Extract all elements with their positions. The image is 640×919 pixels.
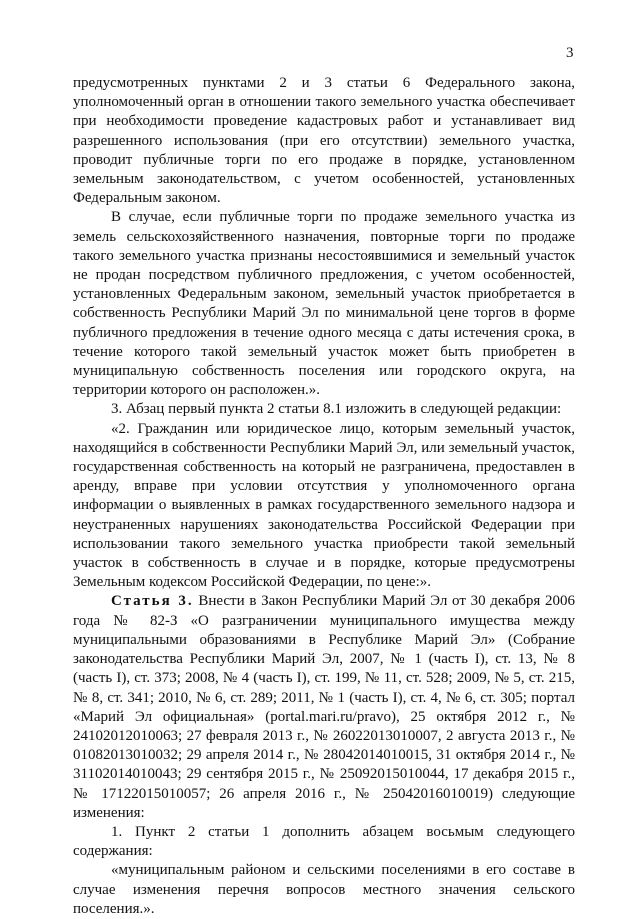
paragraph-amendment-3: 3. Абзац первый пункта 2 статьи 8.1 изложить в следующей редакции:	[111, 401, 562, 418]
paragraph-article-3	[73, 592, 575, 822]
paragraph-continuation: предусмотренных пунктами 2 и 3 статьи 6 Федерального закона, уполномоченный орган в отношении такого земельного участка обеспечивает при необходимости проведение кадастровых работ и устанавливает вид разрешенного использования (при его отсутствии) земельного участка, проводит публичные торги по его продаже в порядке, установленном земельным законодательством, с учетом особенностей, установленных Федеральным законом.	[73, 75, 575, 207]
page-number: 3	[566, 45, 574, 61]
article-3-text: Внести в Закон Республики Марий Эл от 30 декабря 2006 года № 82-З «О разграничении муниципального имущества между муниципальными образованиями в Республике Марий Эл» (Собрание законодательства Республики Марий Эл, 2007, № 1 (часть I), ст. 13, № 8 (часть I), ст. 373; 2008, № 4 (часть I), ст. 199, № 11, ст. 528; 2009, № 5, ст. 215, № 8, ст. 341; 2010, № 6, ст. 289; 2011, № 1 (часть I), ст. 4, № 6, ст. 305; портал «Марий Эл официальная» (portal.mari.ru/pravo), 25 октября 2012 г., № 24102012010063; 27 февраля 2013 г., № 26022013010007, 2 августа 2013 г., № 01082013010032; 29 апреля 2014 г., № 28042014010015, 31 октября 2014 г., № 31102014010043; 29 сентября 2015 г., № 25092015010044, 17 декабря 2015 г., № 17122015010057; 26 апреля 2016 г., № 25042016010019) следующие изменения:	[73, 593, 575, 821]
paragraph-item-1: 1. Пункт 2 статьи 1 дополнить абзацем восьмым следующего содержания:	[73, 823, 575, 860]
article-heading: Статья 3.	[111, 593, 194, 610]
document-body	[73, 74, 575, 919]
paragraph-public-auction: В случае, если публичные торги по продаже земельного участка из земель сельскохозяйственного назначения, повторные торги по продаже такого земельного участка признаны несостоявшимися и земельный участок не продан посредством публичного предложения, с учетом особенностей, установленных Федеральным законом, земельный участок приобретается в собственность Республики Марий Эл по минимальной цене торгов в форме публичного предложения в течение одного месяца с даты истечения срока, в течение которого такой земельный участок может быть приобретен в муниципальную собственность поселения или городского округа, на территории которого он расположен.».	[73, 209, 575, 399]
paragraph-quoted-addition: «муниципальным районом и сельскими поселениями в его составе в случае изменения перечня вопросов местного значения сельского поселения.».	[73, 862, 575, 917]
paragraph-quoted-text: «2. Гражданин или юридическое лицо, которым земельный участок, находящийся в собственности Республики Марий Эл, или земельный участок, государственная собственность на который не разграничена, предоставлен в аренду, вправе при условии отсутствия у уполномоченного органа информации о выявленных в рамках государственного земельного надзора и неустраненных нарушениях законодательства Российской Федерации при использовании такого земельного участка приобрести такой земельный участок в собственность в случае и в порядке, которые предусмотрены Земельным кодексом Российской Федерации, по цене:».	[73, 420, 575, 591]
